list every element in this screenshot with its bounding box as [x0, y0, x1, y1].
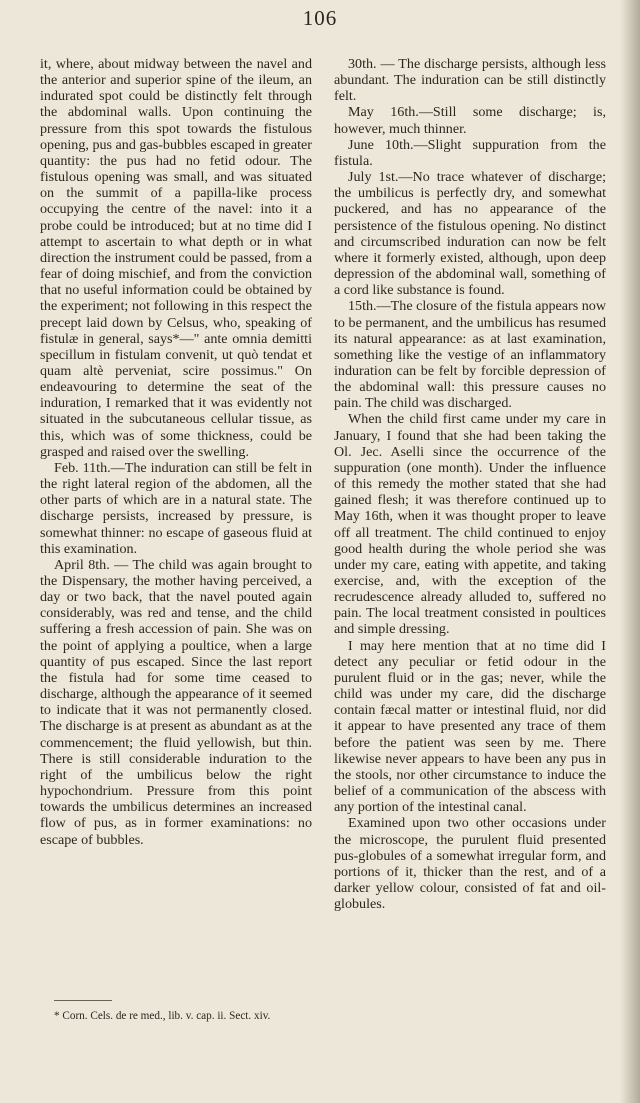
- footnote: * Corn. Cels. de re med., lib. v. cap. ii. Sect. xiv.: [54, 1010, 271, 1022]
- paragraph: Feb. 11th.—The induration can still be felt in the right lateral region of the abdomen, all the other parts of which are in a natural state. The discharge persists, increased by pressure, is somewhat thinner: no escape of gaseous fluid at this examination.: [40, 459, 312, 557]
- paragraph: I may here mention that at no time did I detect any peculiar or fetid odour in the purulent fluid or in the gas; never, while the child was under my care, did the discharge contain fæcal matter or intestinal fluid, nor did it appear to have presented any trace of them before the patient was seen by me. There likewise never appears to have been any pus in the stools, nor other circumstance to induce the belief of a communication of the abscess with any portion of the intestinal canal.: [334, 637, 606, 816]
- page-edge-shadow: [620, 0, 640, 1103]
- paragraph: Examined upon two other occasions under the microscope, the purulent fluid presented pus-globules of a somewhat irregular form, and portions of it, thicker than the rest, and of a darker yellow colour, consisted of fat and oil-globules.: [334, 815, 606, 913]
- paragraph: June 10th.—Slight suppuration from the fistula.: [334, 136, 606, 169]
- paragraph: 15th.—The closure of the fistula appears now to be permanent, and the umbilicus has resumed its natural appearance: as at last examination, something like the vestige of an inflammatory induration can be felt by forcible depression of the abdominal wall: this pressure causes no pain. The child was discharged.: [334, 298, 606, 412]
- paragraph: July 1st.—No trace whatever of discharge; the umbilicus is perfectly dry, and somewhat puckered, and has no appearance of the persistence of the fistulous opening. No distinct and circumscribed induration can now be felt where it formerly existed, although, upon deep depression of the abdominal wall, something of a cord like substance is found.: [334, 169, 606, 299]
- left-column: [40, 56, 312, 848]
- footnote-rule: [54, 1000, 112, 1001]
- paragraph: May 16th.—Still some discharge; is, however, much thinner.: [334, 104, 606, 137]
- right-column: [334, 56, 606, 912]
- paragraph: it, where, about midway between the navel and the anterior and superior spine of the ileum, an indurated spot could be distinctly felt through the abdominal walls. Upon continuing the pressure from this spot towards the fistulous opening, pus and gas-bubbles escaped in greater quantity: the pus had no fetid odour. The fistulous opening was small, and was situated on the summit of a papilla-like process occupying the centre of the navel: into it a probe could be introduced; but at no time did I attempt to ascertain to what depth or in what direction the instrument could be passed, from a fear of doing mischief, and from the conviction that no useful information could be obtained by the experiment; not following in this respect the precept laid down by Celsus, who, speaking of fistulæ in general, says*—" ante omnia demitti specillum in fistulam convenit, ut quò tendat et quam altè perveniat, scire possimus." On endeavouring to determine the seat of the induration, I remarked that it was evidently not situated in the subcutaneous cellular tissue, as this, which was of some thickness, could be grasped and raised over the swelling.: [40, 56, 312, 460]
- page-number: 106: [302, 6, 338, 30]
- paragraph: When the child first came under my care in January, I found that she had been taking the Ol. Jec. Aselli since the occurrence of the suppuration (one month). Under the influence of this remedy the mother stated that she had gained flesh; it was therefore continued up to May 16th, when it was thought proper to leave off all treatment. The child continued to enjoy good health during the whole period she was under my care, eating with appetite, and taking exercise, and, with the exception of the recrudescence already alluded to, suffered no pain. The local treatment consisted in poultices and simple dressing.: [334, 411, 606, 638]
- paragraph: 30th. — The discharge persists, although less abundant. The induration can be still distinctly felt.: [334, 56, 606, 105]
- paragraph: April 8th. — The child was again brought to the Dispensary, the mother having perceived, a day or two back, that the navel pouted again considerably, was red and tense, and the child suffering a fresh accession of pain. She was on the point of applying a poultice, when a large quantity of pus escaped. Since the last report the fistula had for some time ceased to discharge, although the appearance of it seemed to indicate that it was not permanently closed. The discharge is at present as abundant as at the commencement; the fluid yellowish, but thin. There is still considerable induration to the right of the umbilicus below the right hypochondrium. Pressure from this point towards the umbilicus determines an increased flow of pus, as in former examinations: no escape of bubbles.: [40, 556, 312, 848]
